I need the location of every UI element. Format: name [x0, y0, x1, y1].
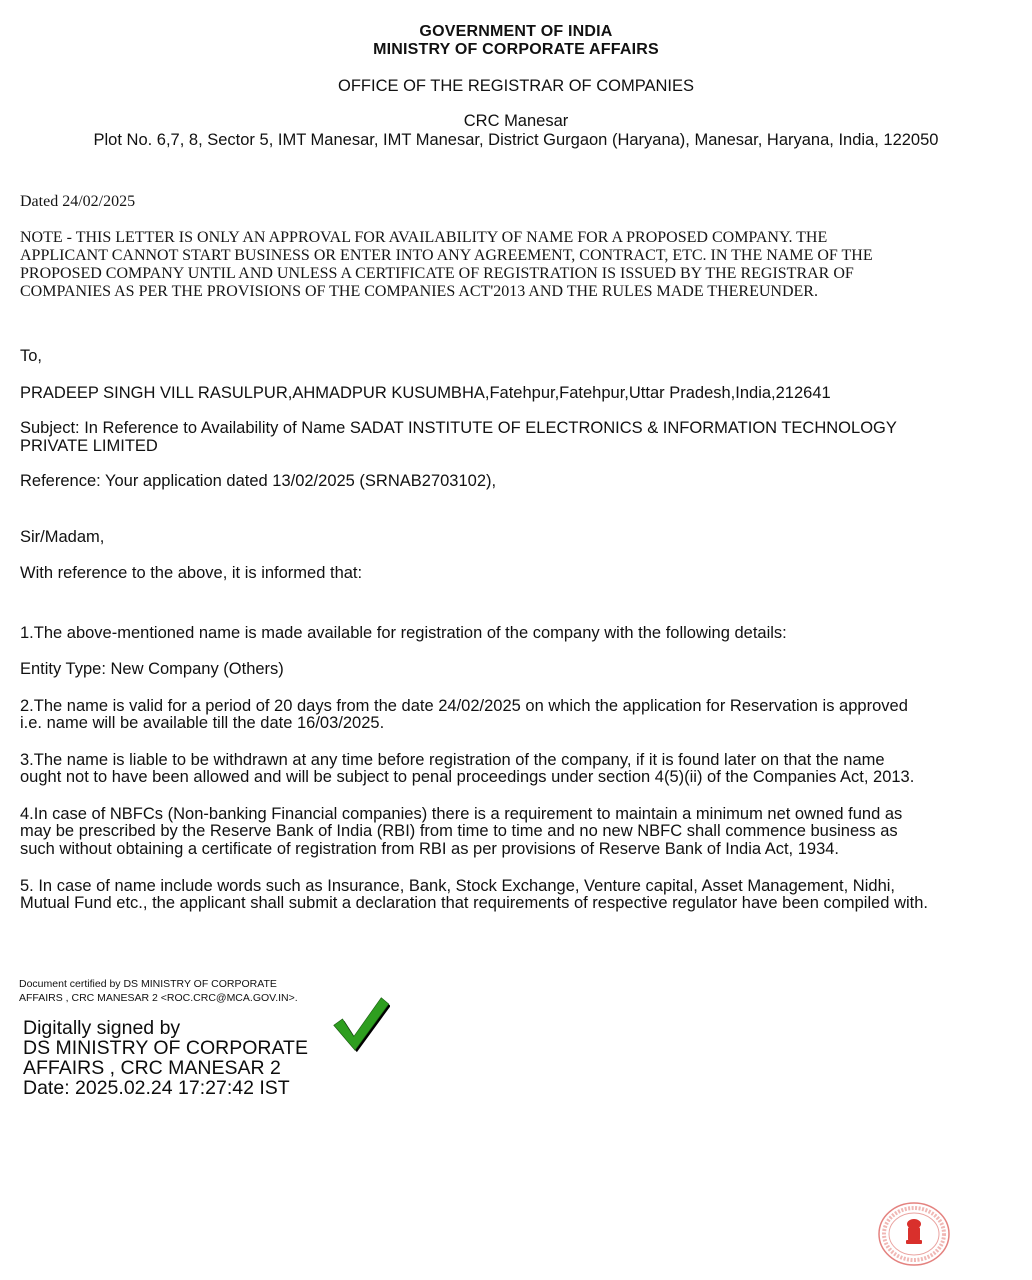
note-line-4: COMPANIES AS PER THE PROVISIONS OF THE COMPANIES ACT'2013 AND THE RULES MADE THEREUNDER. [20, 283, 818, 300]
dated-line: Dated 24/02/2025 [20, 193, 136, 210]
subject-line-2: PRIVATE LIMITED [20, 437, 158, 455]
point-5-line-1: 5. In case of name include words such as Insurance, Bank, Stock Exchange, Venture capital, Asset Management, Nidhi, [20, 877, 895, 895]
point-4-line-1: 4.In case of NBFCs (Non-banking Financial companies) there is a requirement to maintain a minimum net owned fund as [20, 805, 903, 823]
point-3-line-1: 3.The name is liable to be withdrawn at any time before registration of the company, if it is found later on that the name [20, 751, 885, 769]
certification-line-1: Document certified by DS MINISTRY OF CORPORATE [19, 978, 277, 990]
header-office: OFFICE OF THE REGISTRAR OF COMPANIES [338, 77, 694, 95]
note-line-2: APPLICANT CANNOT START BUSINESS OR ENTER INTO ANY AGREEMENT, CONTRACT, ETC. IN THE NAME OF THE [20, 247, 873, 264]
to-label: To, [20, 347, 43, 365]
ministry-seal [876, 1200, 952, 1268]
point-3-line-2: ought not to have been allowed and will be subject to penal proceedings under section 4(5)(ii) of the Companies Act, 2013. [20, 768, 915, 786]
signature-line-4: Date: 2025.02.24 17:27:42 IST [23, 1077, 290, 1099]
point-2-line-2: i.e. name will be available till the date 16/03/2025. [20, 714, 385, 732]
header-address: Plot No. 6,7, 8, Sector 5, IMT Manesar, IMT Manesar, District Gurgaon (Haryana), Manesar, Haryana, India, 122050 [93, 131, 939, 149]
intro-line: With reference to the above, it is informed that: [20, 564, 363, 582]
entity-type: Entity Type: New Company (Others) [20, 660, 284, 678]
signature-line-3: AFFAIRS , CRC MANESAR 2 [23, 1057, 281, 1079]
header-branch: CRC Manesar [463, 112, 569, 130]
signature-line-2: DS MINISTRY OF CORPORATE [23, 1037, 308, 1059]
point-5-line-2: Mutual Fund etc., the applicant shall submit a declaration that requirements of respective regulator have been compiled with. [20, 894, 928, 912]
header-ministry: MINISTRY OF CORPORATE AFFAIRS [373, 41, 659, 58]
signature-valid-check-icon [330, 995, 390, 1053]
point-1: 1.The above-mentioned name is made available for registration of the company with the following details: [20, 624, 787, 642]
point-4-line-3: such without obtaining a certificate of registration from RBI as per provisions of Reserve Bank of India Act, 1934. [20, 840, 840, 858]
note-line-1: NOTE - THIS LETTER IS ONLY AN APPROVAL FOR AVAILABILITY OF NAME FOR A PROPOSED COMPANY. THE [20, 229, 828, 246]
reference-line: Reference: Your application dated 13/02/2025 (SRNAB2703102), [20, 472, 497, 490]
certification-line-2: AFFAIRS , CRC MANESAR 2 <ROC.CRC@MCA.GOV.IN>. [19, 992, 298, 1004]
addressee: PRADEEP SINGH VILL RASULPUR,AHMADPUR KUSUMBHA,Fatehpur,Fatehpur,Uttar Pradesh,India,212641 [20, 384, 831, 402]
header-government: GOVERNMENT OF INDIA [419, 23, 613, 40]
salutation: Sir/Madam, [20, 528, 105, 546]
signature-line-1: Digitally signed by [23, 1017, 181, 1039]
emblem-icon [906, 1219, 922, 1244]
point-2-line-1: 2.The name is valid for a period of 20 days from the date 24/02/2025 on which the application for Reservation is approved [20, 697, 908, 715]
subject-line-1: Subject: In Reference to Availability of Name SADAT INSTITUTE OF ELECTRONICS & INFORMATION TECHNOLOGY [20, 419, 897, 437]
point-4-line-2: may be prescribed by the Reserve Bank of India (RBI) from time to time and no new NBFC shall commence business as [20, 822, 898, 840]
note-line-3: PROPOSED COMPANY UNTIL AND UNLESS A CERTIFICATE OF REGISTRATION IS ISSUED BY THE REGISTRAR OF [20, 265, 854, 282]
